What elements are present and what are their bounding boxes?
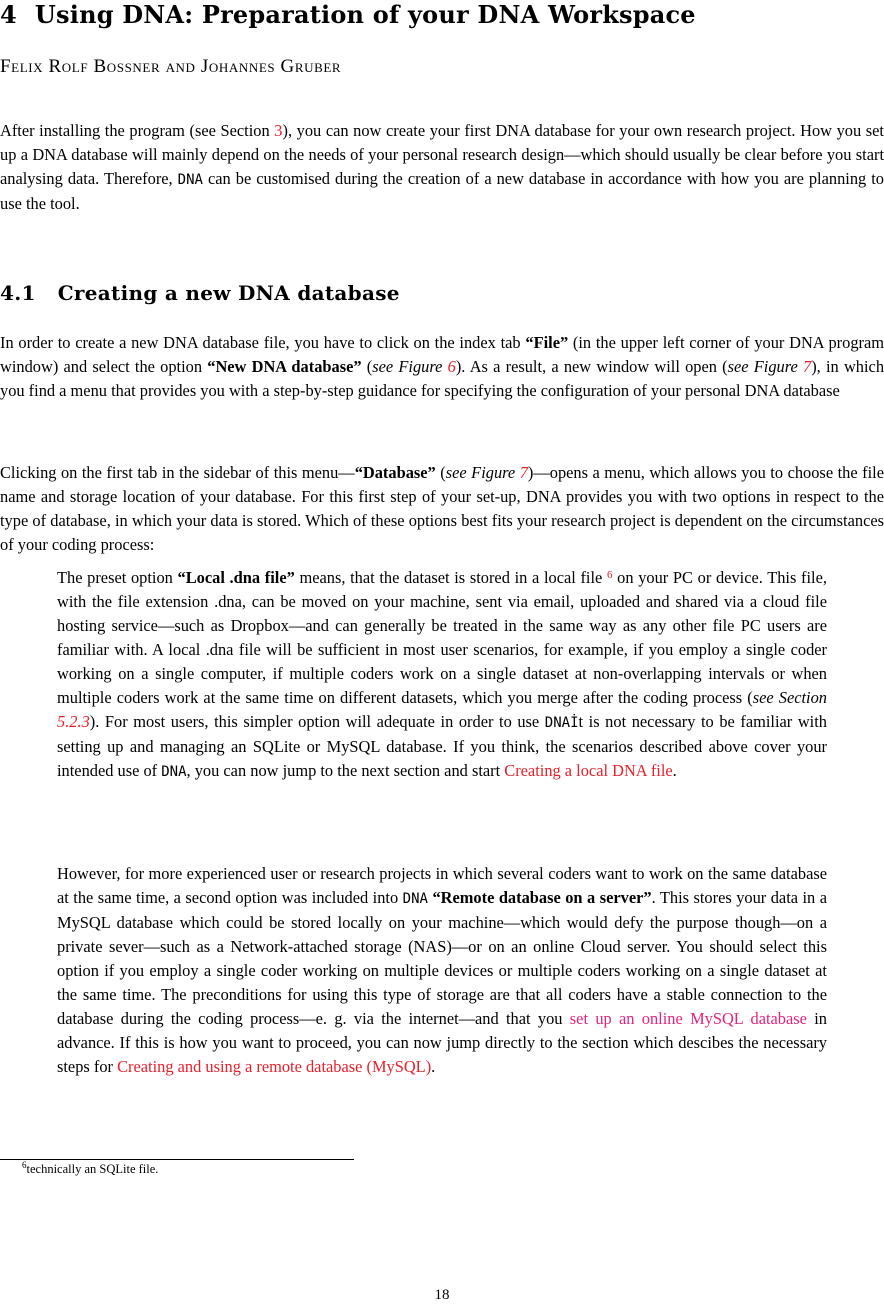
- text-run: .: [672, 761, 677, 780]
- text-run: ). For most users, this simpler option will adequate in order to use: [89, 712, 545, 731]
- option-local-label: “Local .dna file”: [177, 568, 295, 587]
- code-dna: DNA: [402, 891, 428, 907]
- footnote-divider: [0, 1159, 354, 1160]
- figure-7-link[interactable]: 7: [803, 357, 812, 376]
- code-dna: DNAİ: [544, 715, 579, 731]
- paragraph-database-tab: [0, 461, 884, 557]
- text-run: ), in which you find a menu that provides you with a step-by-step guidance for specifying the configuration of your personal DNA database: [0, 357, 884, 400]
- text-run: The preset option: [57, 568, 178, 587]
- text-run: )—opens a menu, which allows you to choose the file name and storage location of your database. For this first step of your set-up, DNA provides you with two options in respect to the type of database, in which your data is stored. Which of these options best fits your research project is dependent on the circumstances of your coding process:: [0, 463, 884, 554]
- footnote-mark-link[interactable]: 6: [606, 569, 613, 581]
- text-run: can be customised during the creation of a new database in accordance with how you are planning to use the tool.: [0, 169, 884, 213]
- figure-7-link[interactable]: 7: [519, 463, 528, 482]
- footnote: [22, 1162, 158, 1177]
- code-dna: DNA: [161, 764, 187, 780]
- quote-local-dna-file: [57, 566, 827, 784]
- text-run: (: [361, 357, 373, 376]
- text-run: After installing the program (see Section: [0, 121, 275, 140]
- figure-6-link[interactable]: 6: [447, 357, 456, 376]
- see-section-text: see Section: [752, 688, 828, 707]
- text-run: in advance. If this is how you want to proceed, you can now jump directly to the section which descibes the necessary steps for: [57, 1009, 827, 1076]
- footnote-text: technically an SQLite file.: [26, 1162, 159, 1176]
- text-run: means, that the dataset is stored in a local file: [294, 568, 607, 587]
- text-run: .: [431, 1057, 436, 1076]
- chapter-title: [0, 0, 696, 29]
- text-run: (in the upper left corner of your DNA program window) and select the option: [0, 333, 884, 376]
- text-run: on your PC or device. This file, with the file extension .dna, can be moved on your machine, sent via email, uploaded and shared via a cloud file hosting service—such as Dropbox—and can generally be treated in the same way as any other file PC users are familiar with. A local .dna file will be sufficient in most user scenarios, for example, if you employ a single coder working on a single computer, if multiple coders work on a single dataset at non-overlapping intervals or when multiple coders work at the same time on different datasets, which you merge after the coding process (: [57, 568, 827, 707]
- section-number: 4.1: [0, 281, 36, 305]
- section-ref-link[interactable]: 3: [274, 121, 283, 140]
- creating-local-file-link[interactable]: Creating a local DNA file: [504, 761, 673, 780]
- remote-database-link[interactable]: Creating and using a remote database (MySQL): [117, 1057, 432, 1076]
- chapter-authors: Felix Rolf Bossner and Johannes Gruber: [0, 56, 342, 77]
- text-run: However, for more experienced user or research projects in which several coders want to work on the same database at the same time, a second option was included into: [57, 864, 827, 907]
- text-run: In order to create a new DNA database file, you have to click on the index tab: [0, 333, 526, 352]
- chapter-title-text: Using DNA: Preparation of your DNA Workspace: [34, 0, 696, 29]
- menu-file-label: “File”: [525, 333, 569, 352]
- section-title-text: Creating a new DNA database: [57, 281, 400, 305]
- mysql-setup-link[interactable]: set up an online MySQL database: [569, 1009, 807, 1028]
- database-tab-label: “Database”: [354, 463, 436, 482]
- text-run: t is not necessary to be familiar with setting up and managing an SQLite or MySQL database. If you think, the scenarios described above cover your intended use of: [57, 712, 827, 780]
- quote-remote-database: [57, 862, 827, 1079]
- code-dna: DNA: [177, 172, 203, 188]
- text-run: . This stores your data in a MySQL database which could be stored locally on your machine—which would defy the purpose though—on a private sever—such as a Network-attached storage (NAS)—or on an online Cloud server. You should select this option if you employ a single coder working on multiple devices or multiple coders working on a single dataset at the same time. The preconditions for using this type of storage are that all coders have a stable connection to the database during the coding process—e. g. via the internet—and that you: [57, 888, 828, 1028]
- text-run: Clicking on the first tab in the sidebar of this menu—: [0, 463, 355, 482]
- text-run: (: [435, 463, 446, 482]
- chapter-number: 4: [0, 0, 17, 29]
- see-figure-text: see Figure: [445, 463, 520, 482]
- option-remote-label: “Remote database on a server”: [432, 888, 652, 907]
- see-figure-text: see Figure: [372, 357, 448, 376]
- footnote-number: 6: [22, 1160, 27, 1170]
- text-run: ). As a result, a new window will open (: [455, 357, 728, 376]
- section-5-2-3-link[interactable]: 5.2.3: [57, 712, 90, 731]
- menu-new-database-label: “New DNA database”: [207, 357, 362, 376]
- section-heading: [0, 281, 400, 305]
- intro-paragraph: [0, 119, 884, 216]
- paragraph-new-database: [0, 331, 884, 403]
- text-run: , you can now jump to the next section and start: [186, 761, 505, 780]
- text-run: ), you can now create your first DNA database for your own research project. How you set up a DNA database will mainly depend on the needs of your personal research design—which should usually be clear before you start analysing data. Therefore,: [0, 121, 884, 188]
- page-number: 18: [434, 1287, 450, 1303]
- see-figure-text: see Figure: [727, 357, 804, 376]
